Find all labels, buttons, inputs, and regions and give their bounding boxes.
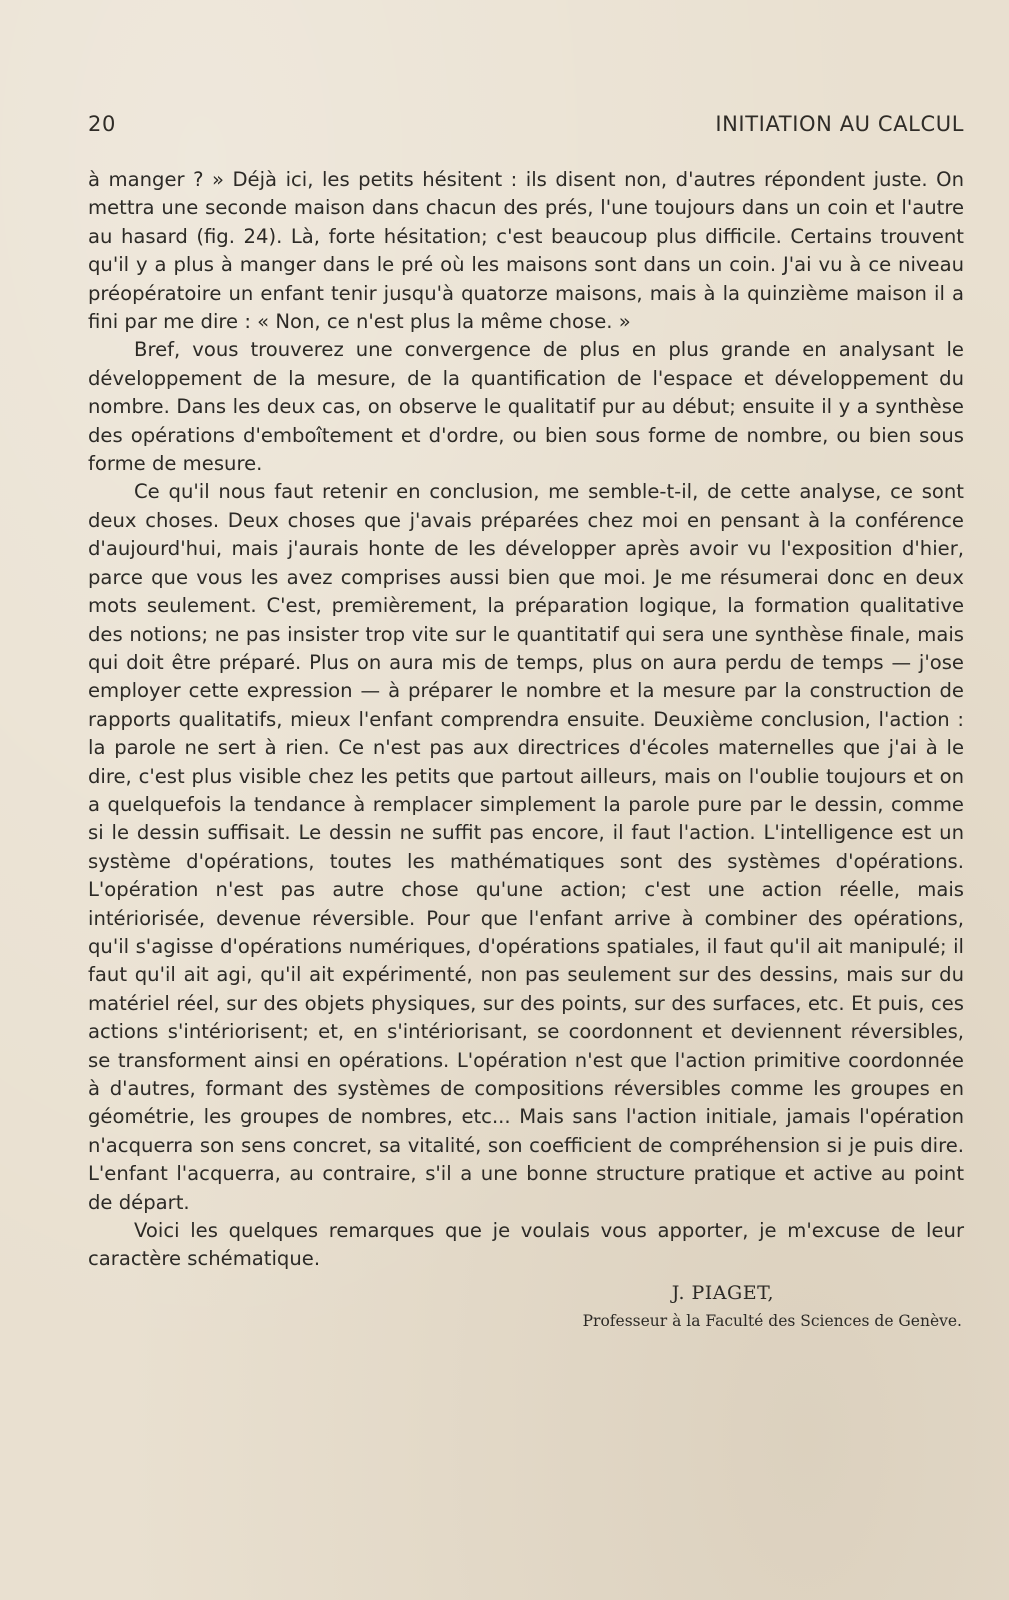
author-affiliation: Professeur à la Faculté des Sciences de Genève. [582,1311,962,1330]
paragraph-continuation: à manger ? » Déjà ici, les petits hésitent : ils disent non, d'autres répondent juste. On mettra une seconde maison dans chacun des prés, l'une toujours dans un coin et l'autre au hasard (fig. 24). Là, forte hésitation; c'est beaucoup plus difficile. Certains trouvent qu'il y a plus à manger dans le pré où les maisons sont dans un coin. J'ai vu à ce niveau préopératoire un enfant tenir jusqu'à quatorze maisons, mais à la quinzième maison il a fini par me dire : « Non, ce n'est plus la même chose. » [88,168,964,334]
paragraph-convergence: Bref, vous trouverez une convergence de plus en plus grande en analysant le développement de la mesure, de la quantification de l'espace et développement du nombre. Dans les deux cas, on observe le qualitatif pur au début; ensuite il y a synthèse des opérations d'emboîtement et d'ordre, ou bien sous forme de nombre, ou bien sous forme de mesure. [88,338,964,476]
paragraph-conclusion: Ce qu'il nous faut retenir en conclusion, me semble-t-il, de cette analyse, ce sont deux choses. Deux choses que j'avais préparées chez moi en pensant à la conférence d'aujourd'hui, mais j'aurais honte de les développer après avoir vu l'exposition d'hier, parce que vous les avez comprises aussi bien que moi. Je me résumerai donc en deux mots seulement. C'est, premièrement, la préparation logique, la formation qualitative des notions; ne pas insister trop vite sur le quantitatif qui sera une synthèse finale, mais qui doit être préparé. Plus on aura mis de temps, plus on aura perdu de temps — j'ose employer cette expression — à préparer le nombre et la mesure par la construction de rapports qualitatifs, mieux l'enfant comprendra ensuite. Deuxième conclusion, l'action : la parole ne sert à rien. Ce n'est pas aux directrices d'écoles maternelles que j'ai à le dire, c'est plus visible chez les petits que partout ailleurs, mais on l'oublie toujours et on a quelquefois la tendance à remplacer simplement la parole pure par le dessin, comme si le dessin suffisait. Le dessin ne suffit pas encore, il faut l'action. L'intelligence est un système d'opérations, toutes les mathématiques sont des systèmes d'opérations. L'opération n'est pas autre chose qu'une action; c'est une action réelle, mais intériorisée, devenue réversible. Pour que l'enfant arrive à combiner des opérations, qu'il s'agisse d'opérations numériques, d'opérations spatiales, il faut qu'il ait manipulé; il faut qu'il ait agi, qu'il ait expérimenté, non pas seulement sur des dessins, mais sur du matériel réel, sur des objets physiques, sur des points, sur des surfaces, etc. Et puis, ces actions s'intériorisent; et, en s'intériorisant, se coordonnent et deviennent réversibles, se transforment ainsi en opérations. L'opération n'est que l'action primitive coordonnée à d'autres, formant des systèmes de compositions réversibles comme les groupes en géométrie, les groupes de nombres, etc... Mais sans l'action initiale, jamais l'opération n'acquerra son sens concret, sa vitalité, son coefficient de compréhension si je puis dire. L'enfant l'acquerra, au contraire, s'il a une bonne structure pratique et active au point de départ. [88,480,964,1214]
body-text [88,166,964,1274]
running-header [88,112,964,148]
book-page [88,112,964,1334]
page-number: 20 [88,112,116,136]
running-title: INITIATION AU CALCUL [715,112,964,136]
paragraph-closing-remarks: Voici les quelques remarques que je voulais vous apporter, je m'excuse de leur caractère schématique. [88,1219,964,1271]
author-signature: J. PIAGET, [671,1281,774,1304]
